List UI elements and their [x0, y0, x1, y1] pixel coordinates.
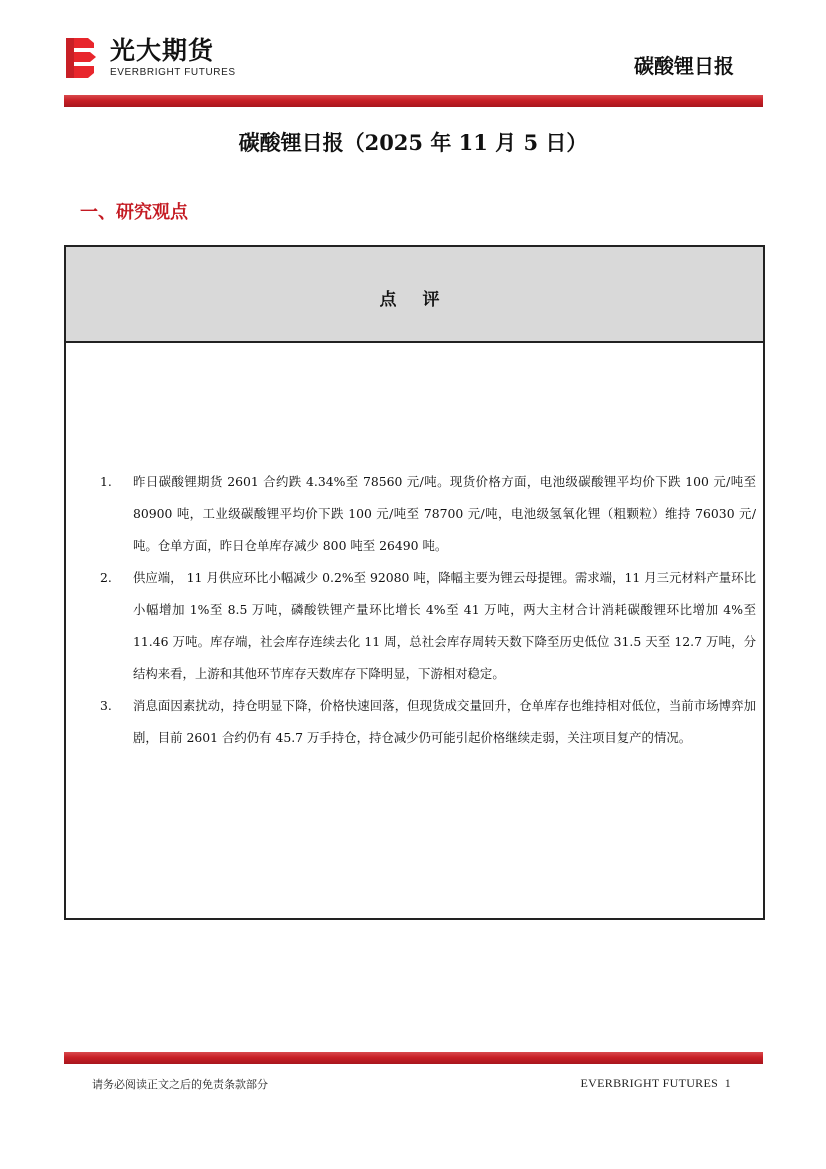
- logo-english-name: EVERBRIGHT FUTURES: [110, 67, 236, 78]
- list-item: [100, 562, 756, 690]
- list-item-text: 消息面因素扰动，持仓明显下降，价格快速回落，但现货成交量回升，仓单库存也维持相对低位，当前市场博弈加剧，目前 2601 合约仍有 45.7 万手持仓，持仓减少仍可能引起价格继续走弱，关注项目复产的情况。: [133, 698, 756, 745]
- company-logo: [64, 36, 239, 82]
- list-item-text: 昨日碳酸锂期货 2601 合约跌 4.34%至 78560 元/吨。现货价格方面，电池级碳酸锂平均价下跌 100 元/吨至 80900 吨，工业级碳酸锂平均价下跌 100 元/吨至 78700 元/吨，电池级氢氧化锂（粗颗粒）维持 76030 元/吨。仓单方面，昨日仓单库存减少 800 吨至 26490 吨。: [133, 474, 756, 553]
- commentary-box-header: [66, 247, 763, 343]
- document-title: 碳酸锂日报（2025 年 11 月 5 日）: [238, 130, 588, 155]
- everbright-logo-icon: [64, 36, 98, 80]
- section-heading: 一、研究观点: [80, 202, 188, 223]
- logo-chinese-name: 光大期货: [110, 36, 215, 65]
- footer-divider: [64, 1052, 763, 1064]
- commentary-box-title: 点 评: [379, 290, 450, 310]
- header-divider: [64, 95, 763, 107]
- list-item-number: 2.: [100, 570, 112, 585]
- list-item: [100, 690, 756, 754]
- header-report-name: 碳酸锂日报: [634, 54, 734, 78]
- list-item-number: 1.: [100, 474, 112, 489]
- list-item: [100, 466, 756, 562]
- page-number: 1: [724, 1076, 731, 1090]
- footer-disclaimer: 请务必阅读正文之后的免责条款部分: [92, 1078, 268, 1091]
- list-item-text: 供应端， 11 月供应环比小幅减少 0.2%至 92080 吨，降幅主要为锂云母提锂。需求端，11 月三元材料产量环比小幅增加 1%至 8.5 万吨，磷酸铁锂产量环比增长 4%至 41 万吨，两大主材合计消耗碳酸锂环比增加 4%至 11.46 万吨。库存端，社会库存连续去化 11 周，总社会库存周转天数下降至历史低位 31.5 天至 12.7 万吨，分结构来看，上游和其他环节库存天数库存下降明显，下游相对稳定。: [133, 570, 756, 681]
- list-item-number: 3.: [100, 698, 112, 713]
- footer-company-page: [581, 1076, 731, 1091]
- commentary-list: [100, 466, 756, 754]
- footer-company: EVERBRIGHT FUTURES: [580, 1076, 719, 1090]
